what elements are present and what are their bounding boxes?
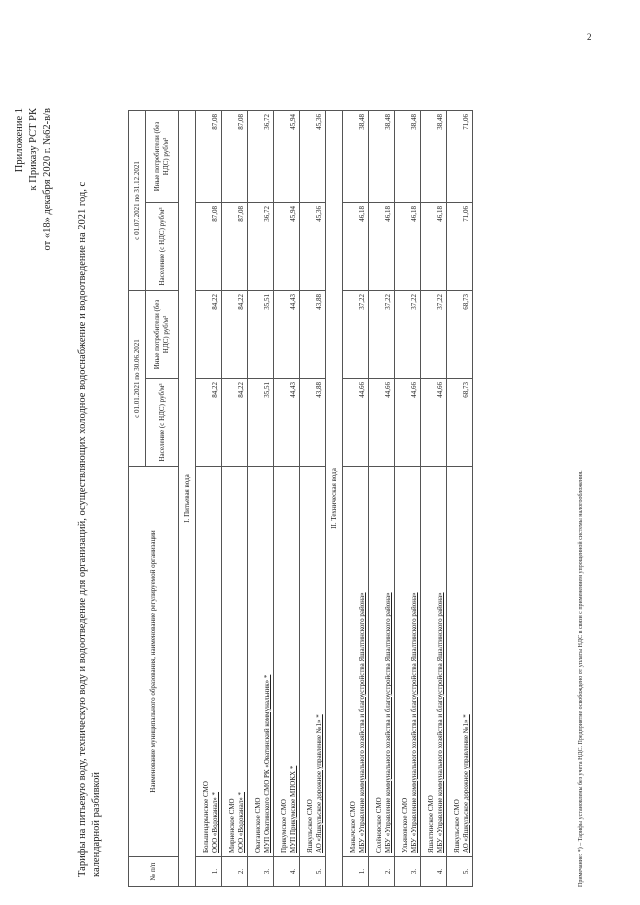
tariff-other-h2: 71,06 <box>447 110 473 202</box>
organization-cell <box>248 467 274 857</box>
tariff-other-h1: 44,43 <box>274 290 300 378</box>
municipality-name: Яшкульское СМО <box>306 799 314 853</box>
drinking-water-rows <box>196 110 326 886</box>
organization-cell <box>421 467 447 857</box>
tariff-population-h2: 46,18 <box>395 202 421 290</box>
organization-cell <box>343 467 369 857</box>
tariff-other-h1: 37,22 <box>369 290 395 378</box>
row-number: 3. <box>248 857 274 887</box>
header-num: № п/п <box>129 857 179 887</box>
tariff-population-h1: 44,66 <box>395 379 421 467</box>
technical-water-rows <box>343 110 473 886</box>
table-row <box>300 110 326 886</box>
tariff-other-h2: 36,72 <box>248 110 274 202</box>
tariff-population-h1: 84,22 <box>196 379 222 467</box>
tariff-population-h1: 44,43 <box>274 379 300 467</box>
tariff-population-h2: 46,18 <box>369 202 395 290</box>
tariff-population-h2: 45,36 <box>300 202 326 290</box>
tariff-population-h1: 43,88 <box>300 379 326 467</box>
header-period-1: с 01.01.2021 по 30.06.2021 <box>129 290 146 466</box>
organization-cell <box>447 467 473 857</box>
row-number: 5. <box>300 857 326 887</box>
organization-name: АО «Яшкульское дорожное управление №1» * <box>315 714 323 853</box>
tariff-population-h1: 35,51 <box>248 379 274 467</box>
tariff-population-h1: 44,66 <box>421 379 447 467</box>
tariff-population-h2: 71,06 <box>447 202 473 290</box>
order-date: от «18» декабря 2020 г. №62-в/в <box>42 108 53 251</box>
tariff-other-h1: 84,22 <box>222 290 248 378</box>
tariff-other-h2: 45,36 <box>300 110 326 202</box>
tariff-other-h2: 38,48 <box>421 110 447 202</box>
table-row <box>222 110 248 886</box>
subheader-population-2: Население (с НДС) руб/м³ <box>146 202 179 290</box>
municipality-name: Яшалтинское СМО <box>427 795 435 853</box>
appendix-label: Приложение 1 <box>14 108 25 173</box>
table-row <box>248 110 274 886</box>
tariff-other-h2: 87,08 <box>196 110 222 202</box>
tariff-other-h1: 43,88 <box>300 290 326 378</box>
row-number: 5. <box>447 857 473 887</box>
subheader-other-1: Иные потребители (без НДС) руб/м³ <box>146 290 179 378</box>
tariff-population-h1: 84,22 <box>222 379 248 467</box>
organization-name: МБУ «Управление коммунального хозяйства и благоустройства Яшалтинского района» <box>358 592 366 853</box>
row-number: 2. <box>222 857 248 887</box>
row-number: 3. <box>395 857 421 887</box>
organization-name: МБУ «Управление коммунального хозяйства и благоустройства Яшалтинского района» <box>436 592 444 853</box>
tariff-other-h2: 45,94 <box>274 110 300 202</box>
tariff-other-h1: 37,22 <box>343 290 369 378</box>
tariff-other-h1: 35,51 <box>248 290 274 378</box>
municipality-name: Солёновское СМО <box>375 797 383 853</box>
section-row <box>179 110 196 886</box>
document-title: Тарифы на питьевую воду, техническую воду и водоотведение для организаций, осуществляющих холодное водоснабжение и водоотведение на 2021 год, с календарной разбивкой <box>77 181 102 877</box>
organization-name: ООО «Водоканал» * <box>211 791 219 853</box>
tariff-other-h2: 38,48 <box>395 110 421 202</box>
footnote: Примечание: *) – Тарифы установлены без учета НДС. Предприятие освобождено от уплаты НДС в связи с применением упрощенной системы налогообложения. <box>578 470 584 887</box>
section-title: II. Техническая вода <box>326 110 343 886</box>
organization-cell <box>274 467 300 857</box>
section-title: I. Питьевая вода <box>179 110 196 886</box>
organization-name: МБУ «Управление коммунального хозяйства и благоустройства Яшалтинского района» <box>384 592 392 853</box>
table-header-row <box>129 110 146 886</box>
header-name: Наименование муниципального образования, наименование регулируемой организации <box>129 467 179 857</box>
tariff-population-h2: 36,72 <box>248 202 274 290</box>
municipality-name: Ульяновское СМО <box>401 797 409 853</box>
subheader-other-2: Иные потребители (без НДС) руб/м³ <box>146 110 179 202</box>
municipality-name: Мирненское СМО <box>228 798 236 853</box>
row-number: 1. <box>196 857 222 887</box>
tariff-other-h1: 37,22 <box>395 290 421 378</box>
tariff-other-h2: 38,48 <box>343 110 369 202</box>
tariff-other-h2: 38,48 <box>369 110 395 202</box>
tariff-population-h2: 46,18 <box>343 202 369 290</box>
tariff-other-h1: 68,73 <box>447 290 473 378</box>
tariff-other-h1: 37,22 <box>421 290 447 378</box>
tariff-other-h2: 87,08 <box>222 110 248 202</box>
table-row <box>196 110 222 886</box>
organization-name: ООО «Водоканал» * <box>237 791 245 853</box>
organization-cell <box>300 467 326 857</box>
tariff-population-h1: 68,73 <box>447 379 473 467</box>
municipality-name: Оватаинское СМО <box>254 797 262 853</box>
order-reference: к Приказу РСТ РК <box>28 108 39 191</box>
organization-name: МУП Оватинского СМО РК «Оватинский коммунальник» * <box>263 674 271 853</box>
row-number: 2. <box>369 857 395 887</box>
organization-name: АО «Яшкульское дорожное управление №1» * <box>462 714 470 853</box>
tariff-population-h2: 87,08 <box>222 202 248 290</box>
tariff-population-h1: 44,66 <box>343 379 369 467</box>
row-number: 1. <box>343 857 369 887</box>
tariff-population-h2: 46,18 <box>421 202 447 290</box>
page-number: 2 <box>587 32 592 42</box>
rotated-page <box>0 70 640 905</box>
header-period-2: с 01.07.2021 по 31.12.2021 <box>129 110 146 290</box>
table-row <box>447 110 473 886</box>
table-row <box>395 110 421 886</box>
tariff-other-h1: 84,22 <box>196 290 222 378</box>
table-row <box>274 110 300 886</box>
table-row <box>421 110 447 886</box>
tariff-table <box>128 110 473 887</box>
organization-cell <box>395 467 421 857</box>
row-number: 4. <box>421 857 447 887</box>
municipality-name: Яшкульское СМО <box>453 799 461 853</box>
tariff-population-h1: 44,66 <box>369 379 395 467</box>
municipality-name: Манычское СМО <box>349 801 357 853</box>
organization-name: МБУ «Управление коммунального хозяйства и благоустройства Яшалтинского района» <box>410 592 418 853</box>
organization-cell <box>222 467 248 857</box>
tariff-population-h2: 45,94 <box>274 202 300 290</box>
organization-cell <box>369 467 395 857</box>
municipality-name: Большецарынское СМО <box>202 781 210 853</box>
subheader-population-1: Население (с НДС) руб/м³ <box>146 379 179 467</box>
section-row <box>326 110 343 886</box>
municipality-name: Прикумское СМО <box>280 799 288 853</box>
table-row <box>369 110 395 886</box>
organization-cell <box>196 467 222 857</box>
organization-name: МУП Прикумское МПОКХ * <box>289 765 297 853</box>
table-row <box>343 110 369 886</box>
row-number: 4. <box>274 857 300 887</box>
tariff-population-h2: 87,08 <box>196 202 222 290</box>
